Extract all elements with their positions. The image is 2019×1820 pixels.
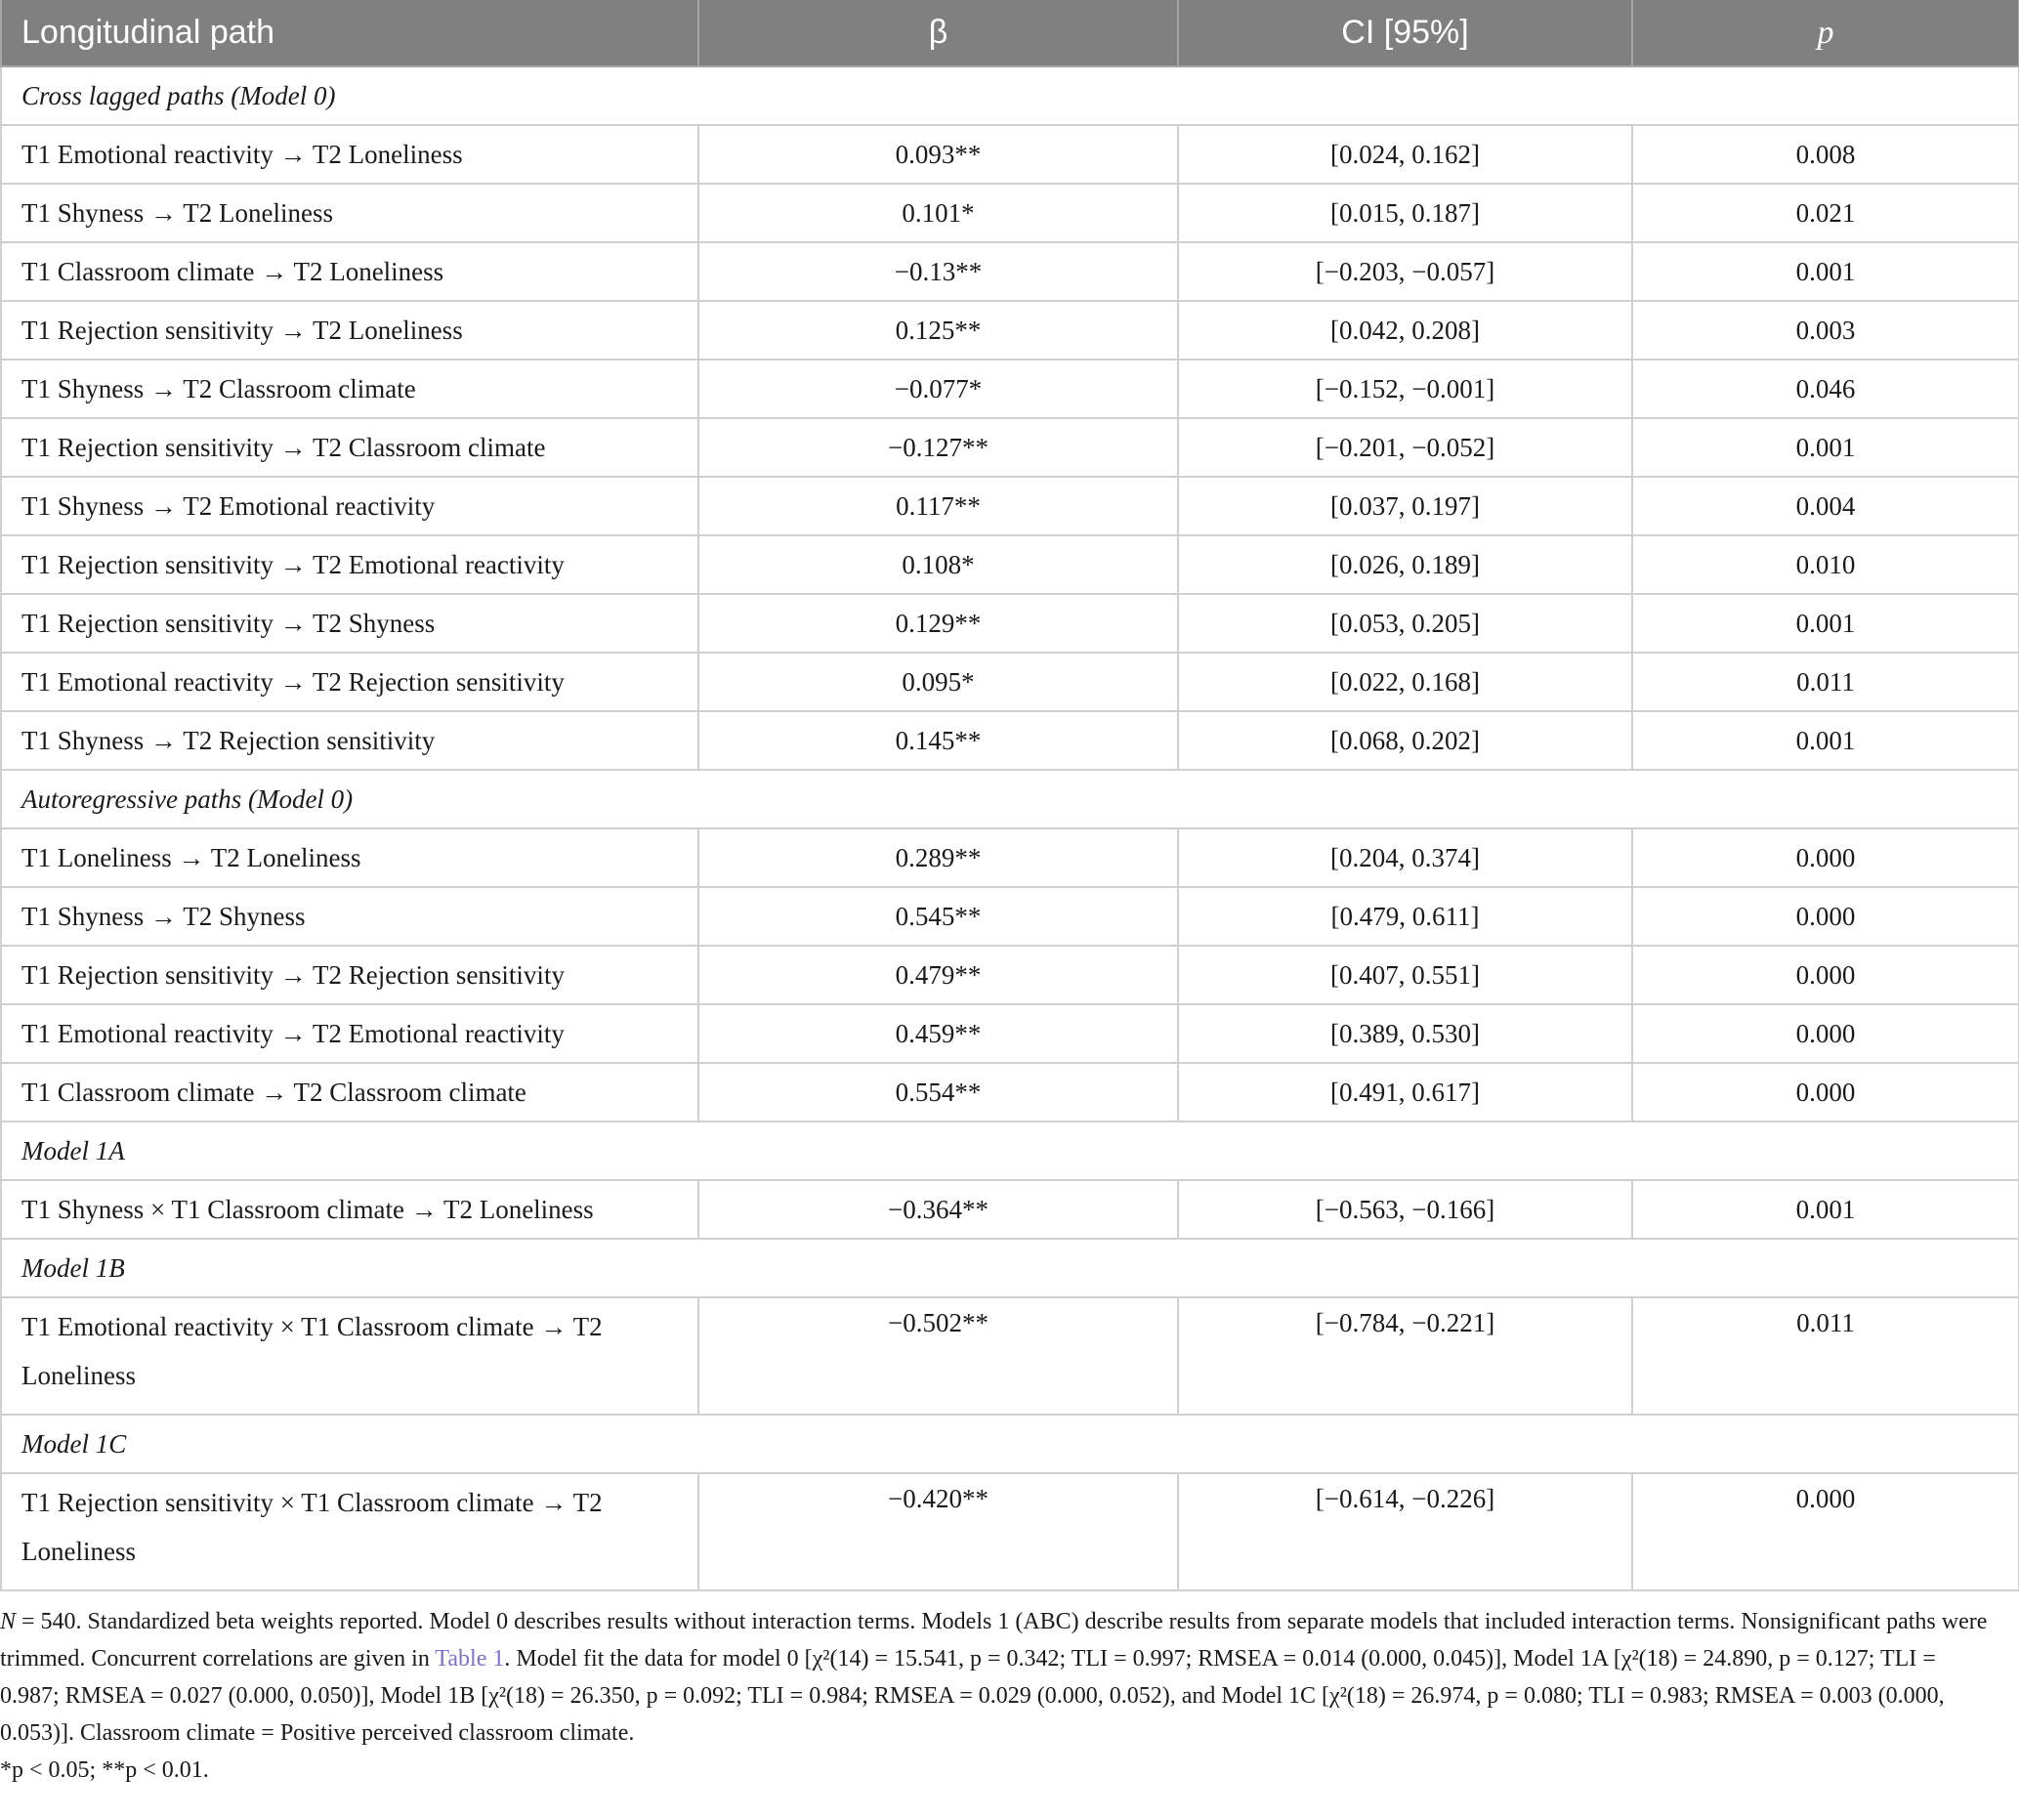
path-cell: T1 Rejection sensitivity → T2 Classroom climate: [1, 418, 698, 477]
ci-cell: [0.204, 0.374]: [1178, 828, 1632, 887]
table-row: [1, 711, 2019, 770]
ci-cell: [−0.784, −0.221]: [1178, 1297, 1632, 1415]
header-ci: CI [95%]: [1178, 0, 1632, 66]
beta-cell: 0.093**: [698, 125, 1178, 184]
table-row: [1, 594, 2019, 653]
section-row: [1, 770, 2019, 828]
p-cell: 0.001: [1632, 1180, 2019, 1239]
ci-cell: [0.042, 0.208]: [1178, 301, 1632, 360]
header-path: Longitudinal path: [1, 0, 698, 66]
section-title: Autoregressive paths (Model 0): [1, 770, 2019, 828]
beta-cell: 0.554**: [698, 1063, 1178, 1122]
beta-cell: −0.13**: [698, 242, 1178, 301]
footnote-text-1: = 540. Standardized beta weights reported. Model 0 describes results without interaction terms. Models 1 (ABC) describe results from separate models that included interaction terms. Nonsignificant paths were trimmed. Concurrent correlations are given in: [0, 1609, 1988, 1672]
beta-cell: 0.545**: [698, 887, 1178, 946]
beta-cell: 0.108*: [698, 535, 1178, 594]
path-cell: T1 Shyness → T2 Rejection sensitivity: [1, 711, 698, 770]
table-row: [1, 477, 2019, 535]
p-cell: 0.001: [1632, 594, 2019, 653]
path-cell: T1 Rejection sensitivity × T1 Classroom climate → T2 Loneliness: [1, 1473, 698, 1590]
beta-cell: 0.459**: [698, 1004, 1178, 1063]
p-cell: 0.001: [1632, 242, 2019, 301]
p-cell: 0.000: [1632, 887, 2019, 946]
table-row: [1, 125, 2019, 184]
table-footnote: [0, 1591, 1993, 1789]
table-row: [1, 418, 2019, 477]
table-row: [1, 535, 2019, 594]
table-row: [1, 1063, 2019, 1122]
section-title: Model 1B: [1, 1239, 2019, 1297]
table-row: [1, 242, 2019, 301]
path-cell: T1 Shyness → T2 Classroom climate: [1, 360, 698, 418]
p-cell: 0.000: [1632, 828, 2019, 887]
p-cell: 0.000: [1632, 1063, 2019, 1122]
table-row: [1, 887, 2019, 946]
ci-cell: [0.026, 0.189]: [1178, 535, 1632, 594]
table-row: [1, 1297, 2019, 1415]
p-cell: 0.021: [1632, 184, 2019, 242]
ci-cell: [−0.203, −0.057]: [1178, 242, 1632, 301]
footnote-n-label: N: [0, 1609, 17, 1634]
ci-cell: [−0.201, −0.052]: [1178, 418, 1632, 477]
beta-cell: 0.129**: [698, 594, 1178, 653]
p-cell: 0.004: [1632, 477, 2019, 535]
ci-cell: [0.037, 0.197]: [1178, 477, 1632, 535]
p-cell: 0.011: [1632, 653, 2019, 711]
table-row: [1, 360, 2019, 418]
path-cell: T1 Shyness → T2 Loneliness: [1, 184, 698, 242]
header-p: [1632, 0, 2019, 66]
table-1-link[interactable]: Table 1: [435, 1646, 505, 1672]
beta-cell: 0.117**: [698, 477, 1178, 535]
beta-cell: 0.479**: [698, 946, 1178, 1004]
table-row: [1, 946, 2019, 1004]
beta-cell: −0.077*: [698, 360, 1178, 418]
section-row: [1, 1239, 2019, 1297]
table-row: [1, 828, 2019, 887]
section-row: [1, 1415, 2019, 1473]
beta-cell: 0.125**: [698, 301, 1178, 360]
beta-cell: −0.127**: [698, 418, 1178, 477]
header-p-label: p: [1817, 15, 1834, 51]
beta-cell: 0.289**: [698, 828, 1178, 887]
ci-cell: [0.022, 0.168]: [1178, 653, 1632, 711]
table-row: [1, 1180, 2019, 1239]
footnote-significance: *p < 0.05; **p < 0.01.: [0, 1757, 209, 1783]
p-cell: 0.001: [1632, 418, 2019, 477]
path-cell: T1 Classroom climate → T2 Classroom climate: [1, 1063, 698, 1122]
table-row: [1, 1473, 2019, 1590]
beta-cell: 0.145**: [698, 711, 1178, 770]
p-cell: 0.046: [1632, 360, 2019, 418]
path-cell: T1 Emotional reactivity → T2 Loneliness: [1, 125, 698, 184]
ci-cell: [0.015, 0.187]: [1178, 184, 1632, 242]
ci-cell: [−0.152, −0.001]: [1178, 360, 1632, 418]
ci-cell: [0.389, 0.530]: [1178, 1004, 1632, 1063]
path-cell: T1 Shyness × T1 Classroom climate → T2 Loneliness: [1, 1180, 698, 1239]
p-cell: 0.011: [1632, 1297, 2019, 1415]
path-cell: T1 Rejection sensitivity → T2 Rejection sensitivity: [1, 946, 698, 1004]
beta-cell: −0.502**: [698, 1297, 1178, 1415]
ci-cell: [−0.563, −0.166]: [1178, 1180, 1632, 1239]
section-row: [1, 66, 2019, 125]
ci-cell: [0.068, 0.202]: [1178, 711, 1632, 770]
p-cell: 0.000: [1632, 1473, 2019, 1590]
beta-cell: −0.364**: [698, 1180, 1178, 1239]
ci-cell: [0.053, 0.205]: [1178, 594, 1632, 653]
ci-cell: [0.407, 0.551]: [1178, 946, 1632, 1004]
header-beta: β: [698, 0, 1178, 66]
path-cell: T1 Rejection sensitivity → T2 Shyness: [1, 594, 698, 653]
p-cell: 0.001: [1632, 711, 2019, 770]
p-cell: 0.000: [1632, 946, 2019, 1004]
table-header-row: [1, 0, 2019, 66]
p-cell: 0.010: [1632, 535, 2019, 594]
table-row: [1, 1004, 2019, 1063]
p-cell: 0.000: [1632, 1004, 2019, 1063]
beta-cell: 0.095*: [698, 653, 1178, 711]
section-title: Model 1C: [1, 1415, 2019, 1473]
path-cell: T1 Emotional reactivity × T1 Classroom climate → T2 Loneliness: [1, 1297, 698, 1415]
p-cell: 0.008: [1632, 125, 2019, 184]
path-cell: T1 Classroom climate → T2 Loneliness: [1, 242, 698, 301]
path-cell: T1 Shyness → T2 Emotional reactivity: [1, 477, 698, 535]
path-cell: T1 Shyness → T2 Shyness: [1, 887, 698, 946]
p-cell: 0.003: [1632, 301, 2019, 360]
ci-cell: [0.479, 0.611]: [1178, 887, 1632, 946]
table-row: [1, 301, 2019, 360]
section-row: [1, 1122, 2019, 1180]
table-body: [1, 66, 2019, 1590]
path-cell: T1 Rejection sensitivity → T2 Emotional reactivity: [1, 535, 698, 594]
ci-cell: [0.024, 0.162]: [1178, 125, 1632, 184]
beta-cell: −0.420**: [698, 1473, 1178, 1590]
table-row: [1, 184, 2019, 242]
beta-cell: 0.101*: [698, 184, 1178, 242]
path-cell: T1 Rejection sensitivity → T2 Loneliness: [1, 301, 698, 360]
path-cell: T1 Emotional reactivity → T2 Emotional reactivity: [1, 1004, 698, 1063]
section-title: Cross lagged paths (Model 0): [1, 66, 2019, 125]
path-cell: T1 Loneliness → T2 Loneliness: [1, 828, 698, 887]
footnote-text-2: . Model fit the data for model 0 [χ²(14) = 15.541, p = 0.342; TLI = 0.997; RMSEA = 0.014 (0.000, 0.045)], Model 1A [χ²(18) = 24.890, p = 0.127; TLI = 0.987; RMSEA = 0.027 (0.000, 0.050)], Model 1B [χ²(18) = 26.350, p = 0.092; TLI = 0.984; RMSEA = 0.029 (0.000, 0.052), and Model 1C [χ²(18) = 26.974, p = 0.080; TLI = 0.983; RMSEA = 0.003 (0.000, 0.053)]. Classroom climate = Positive perceived classroom climate.: [0, 1646, 1945, 1746]
table-row: [1, 653, 2019, 711]
path-cell: T1 Emotional reactivity → T2 Rejection sensitivity: [1, 653, 698, 711]
ci-cell: [0.491, 0.617]: [1178, 1063, 1632, 1122]
section-title: Model 1A: [1, 1122, 2019, 1180]
ci-cell: [−0.614, −0.226]: [1178, 1473, 1632, 1590]
